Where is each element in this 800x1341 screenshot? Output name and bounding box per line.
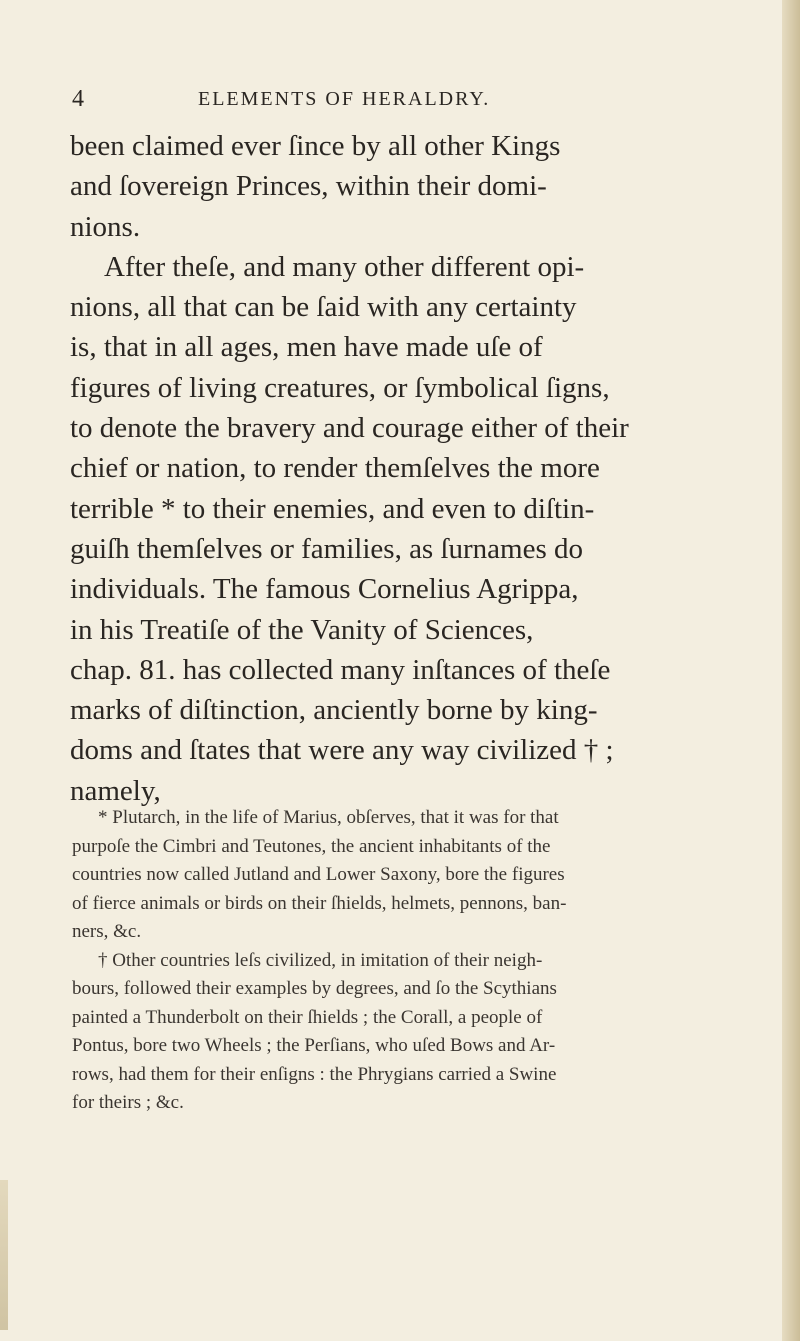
body-line: marks of diſtinction, anciently borne by king- [70, 694, 598, 727]
body-line: nions, all that can be ſaid with any certainty [70, 291, 577, 324]
page-edge-shadow [782, 0, 800, 1341]
footnote-line: of fierce animals or birds on their ſhields, helmets, pennons, ban- [72, 892, 567, 914]
body-line: guiſh themſelves or families, as ſurnames do [70, 532, 584, 565]
page-edge-stain [0, 1180, 8, 1330]
footnote-line: painted a Thunderbolt on their ſhields ; the Corall, a people of [72, 1006, 543, 1028]
body-line: terrible * to their enemies, and even to diſtin- [70, 492, 595, 525]
body-line: doms and ſtates that were any way civilized † ; [70, 734, 614, 767]
body-text [70, 126, 760, 811]
body-line: in his Treatiſe of the Vanity of Sciences, [70, 613, 534, 646]
footnote-line: † Other countries leſs civilized, in imitation of their neigh- [98, 949, 543, 971]
body-line: namely, [70, 774, 161, 807]
body-line: chief or nation, to render themſelves the more [70, 452, 600, 485]
body-line: chap. 81. has collected many inſtances of theſe [70, 653, 611, 686]
running-head: ELEMENTS OF HERALDRY. [198, 88, 491, 110]
body-line: After theſe, and many other different opi- [104, 250, 585, 283]
footnotes [72, 804, 762, 1118]
body-line: figures of living creatures, or ſymbolical ſigns, [70, 371, 610, 404]
body-line: been claimed ever ſince by all other Kings [70, 130, 561, 162]
footnote-line: for theirs ; &c. [72, 1092, 184, 1113]
footnote-line: Pontus, bore two Wheels ; the Perſians, who uſed Bows and Ar- [72, 1035, 556, 1056]
body-line: individuals. The famous Cornelius Agrippa, [70, 573, 579, 606]
body-line: is, that in all ages, men have made uſe of [70, 331, 543, 364]
page-header [72, 86, 752, 116]
page-number: 4 [72, 86, 84, 112]
footnote-line: countries now called Jutland and Lower Saxony, bore the figures [72, 864, 565, 885]
footnote-line: purpoſe the Cimbri and Teutones, the ancient inhabitants of the [72, 835, 551, 857]
footnote-line: ners, &c. [72, 921, 142, 942]
body-line: nions. [70, 210, 141, 243]
footnote-line: bours, followed their examples by degrees, and ſo the Scythians [72, 978, 557, 999]
body-line: and ſovereign Princes, within their domi- [70, 170, 547, 203]
footnote-line: rows, had them for their enſigns : the Phrygians carried a Swine [72, 1063, 557, 1085]
footnote-line: * Plutarch, in the life of Marius, obſerves, that it was for that [98, 807, 559, 828]
body-line: to denote the bravery and courage either of their [70, 412, 629, 445]
